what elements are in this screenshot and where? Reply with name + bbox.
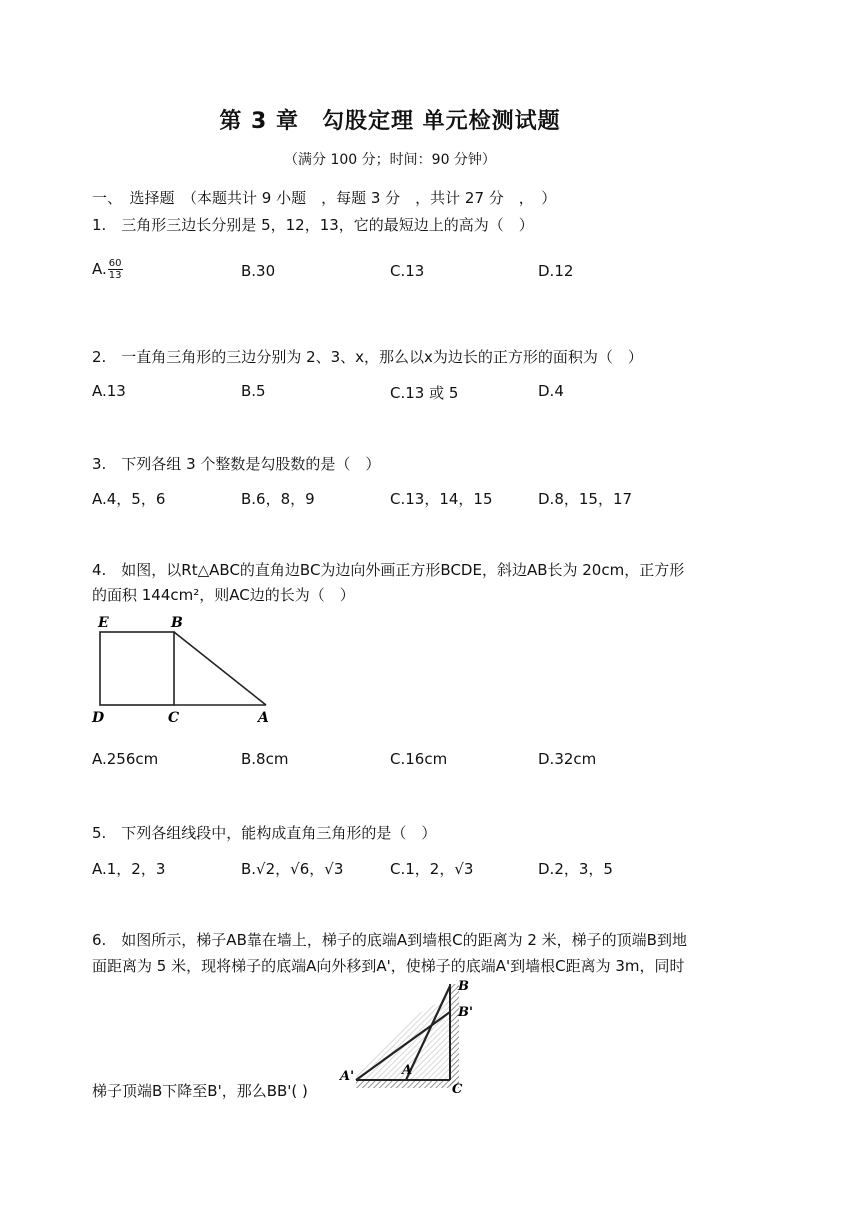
question-6-line-1: 6. 如图所示，梯子AB靠在墙上，梯子的底端A到墙根C的距离为 2 米，梯子的顶端B到地 (92, 931, 687, 949)
q1-option-c: C.13 (390, 262, 425, 280)
hypotenuse-ab (174, 632, 266, 705)
q1-option-a (92, 258, 123, 281)
label-a-prime: A' (340, 1069, 355, 1084)
label-a: A (402, 1063, 413, 1078)
question-4-line-1: 4. 如图，以Rt△ABC的直角边BC为边向外画正方形BCDE，斜边AB长为 20cm，正方形 (92, 561, 685, 579)
q4-option-d: D.32cm (538, 750, 597, 768)
label-a: A (258, 710, 269, 726)
q2-option-d: D.4 (538, 382, 564, 400)
question-5-text: 5. 下列各组线段中，能构成直角三角形的是（ ） (92, 824, 437, 842)
label-c: C (168, 710, 180, 726)
label-b: B (171, 615, 183, 631)
question-4-line-2: 的面积 144cm²，则AC边的长为（ ） (92, 586, 355, 604)
q5-option-a: A.1，2，3 (92, 860, 166, 878)
q5-option-c: C.1，2，√3 (390, 860, 474, 878)
q5-option-b: B.√2，√6，√3 (241, 860, 344, 878)
q3-option-b: B.6，8，9 (241, 490, 315, 508)
q1-option-d: D.12 (538, 262, 574, 280)
q5-option-d: D.2，3，5 (538, 860, 613, 878)
label-e: E (98, 615, 109, 631)
q4-option-a: A.256cm (92, 750, 159, 768)
label-c: C (452, 1082, 463, 1097)
q1-option-b: B.30 (241, 262, 276, 280)
ladder-figure (338, 976, 478, 1098)
square-bcde (100, 632, 174, 705)
q4-option-c: C.16cm (390, 750, 448, 768)
q1-fraction-numerator: 60 (108, 258, 122, 269)
q3-option-a: A.4，5，6 (92, 490, 166, 508)
q1-fraction-denominator: 13 (108, 270, 122, 281)
question-6-line-3: 梯子顶端B下降至B'，那么BB'( ) (92, 1082, 308, 1100)
section-heading: 一、 选择题 （本题共计 9 小题 ，每题 3 分 ，共计 27 分 ， ） (92, 189, 557, 207)
q4-option-b: B.8cm (241, 750, 289, 768)
wall-hatch (450, 984, 459, 1088)
page-title: 第 3 章 勾股定理 单元检测试题 (219, 109, 561, 134)
label-d: D (92, 710, 105, 726)
question-3-text: 3. 下列各组 3 个整数是勾股数的是（ ） (92, 455, 381, 473)
q1-option-a-prefix: A. (92, 260, 107, 278)
label-b: B (458, 979, 469, 994)
q2-option-b: B.5 (241, 382, 266, 400)
question-6-line-2: 面距离为 5 米，现将梯子的底端A向外移到A'，使梯子的底端A'到墙根C距离为 3m，同时 (92, 957, 685, 975)
q1-option-a-fraction (108, 258, 123, 281)
q3-option-d: D.8，15，17 (538, 490, 633, 508)
question-1-text: 1. 三角形三边长分别是 5，12，13，它的最短边上的高为（ ） (92, 216, 534, 234)
square-triangle-figure (88, 612, 278, 728)
question-2-text: 2. 一直角三角形的三边分别为 2、3、x，那么以x为边长的正方形的面积为（ ） (92, 348, 643, 366)
q3-option-c: C.13，14，15 (390, 490, 493, 508)
ground-hatch (356, 1080, 459, 1088)
q2-option-a: A.13 (92, 382, 126, 400)
page-subtitle: （满分 100 分；时间：90 分钟） (284, 152, 496, 168)
label-b-prime: B' (458, 1005, 473, 1020)
q2-option-c: C.13 或 5 (390, 384, 459, 402)
